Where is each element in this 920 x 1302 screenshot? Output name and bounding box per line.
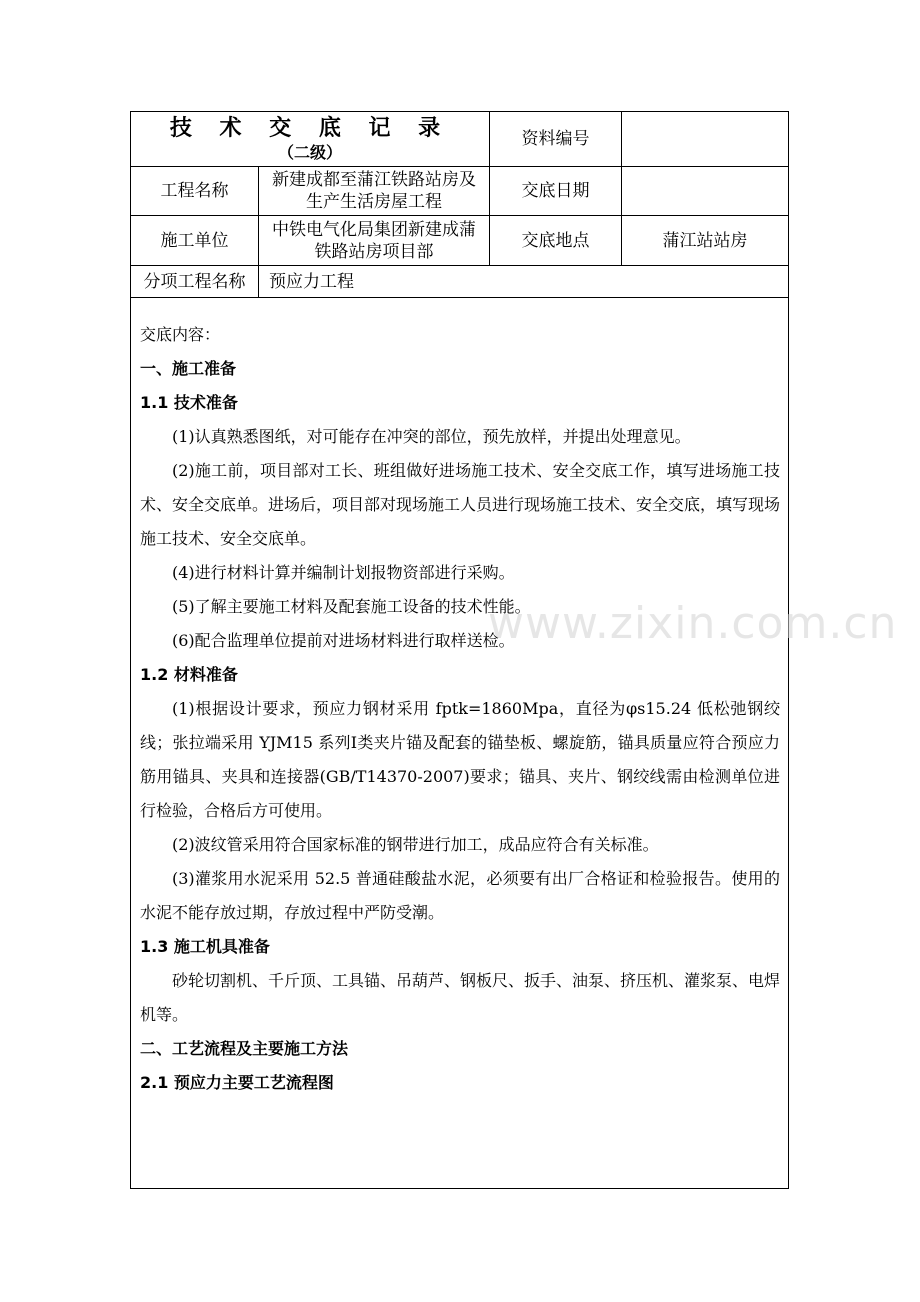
doc-no-value [622,112,788,166]
paragraph: (2)施工前，项目部对工长、班组做好进场施工技术、安全交底工作，填写进场施工技术、安全交底单。进场后，项目部对现场施工人员进行现场施工技术、安全交底，填写现场施工技术、安全交底单。 [140,461,781,548]
subsection-heading: 2.1 预应力主要工艺流程图 [140,1073,334,1092]
project-name-value: 新建成都至蒲江铁路站房及生产生活房屋工程 [272,170,476,212]
paragraph: 砂轮切割机、千斤顶、工具锚、吊葫芦、钢板尺、扳手、油泵、挤压机、灌浆泵、电焊机等。 [140,971,781,1024]
row-divider [130,297,789,298]
place-value: 蒲江站站房 [662,230,748,251]
date-label: 交底日期 [521,181,590,201]
paragraph: (1)根据设计要求，预应力钢材采用 fptk=1860Mpa，直径为φs15.24 低松弛钢绞线；张拉端采用 YJM15 系列Ⅰ类夹片锚及配套的锚垫板、螺旋筋，锚具质量应符合预应力筋用锚具、夹具和连接器(GB/T14370-2007)要求；锚具、夹片、钢绞线需由检测单位进行检验，合格后方可使用。 [140,699,780,820]
project-name-label: 工程名称 [160,181,229,201]
subproject-value: 预应力工程 [269,271,354,292]
document-subtitle: （二级） [277,143,342,162]
subsection-heading: 1.3 施工机具准备 [140,937,270,956]
document-title: 技 术 交 底 记 录 [169,116,451,141]
disclosure-content [140,318,780,1100]
section-heading: 二、工艺流程及主要施工方法 [140,1039,349,1058]
watermark: www.zixin.com.cn [488,598,898,649]
paragraph: (2)波纹管采用符合国家标准的钢带进行加工，成品应符合有关标准。 [172,835,659,854]
paragraph: (4)进行材料计算并编制计划报物资部进行采购。 [172,563,515,582]
col-divider [258,166,259,298]
title-cell [131,112,489,166]
place-label: 交底地点 [521,230,590,251]
section-heading: 一、施工准备 [140,359,237,378]
paragraph: (1)认真熟悉图纸，对可能存在冲突的部位，预先放样，并提出处理意见。 [172,427,691,446]
subsection-heading: 1.1 技术准备 [140,393,238,412]
doc-no-label: 资料编号 [521,129,590,149]
content-intro: 交底内容： [140,325,221,344]
date-value [622,167,788,215]
construction-unit-value: 中铁电气化局集团新建成蒲铁路站房项目部 [272,219,476,262]
subproject-label: 分项工程名称 [143,271,246,292]
paragraph: (3)灌浆用水泥采用 52.5 普通硅酸盐水泥，必须要有出厂合格证和检验报告。使用的水泥不能存放过期，存放过程中严防受潮。 [140,869,780,922]
construction-unit-label: 施工单位 [160,230,229,251]
subsection-heading: 1.2 材料准备 [140,665,238,684]
paragraph: (6)配合监理单位提前对进场材料进行取样送检。 [172,631,515,650]
paragraph: (5)了解主要施工材料及配套施工设备的技术性能。 [172,597,531,616]
